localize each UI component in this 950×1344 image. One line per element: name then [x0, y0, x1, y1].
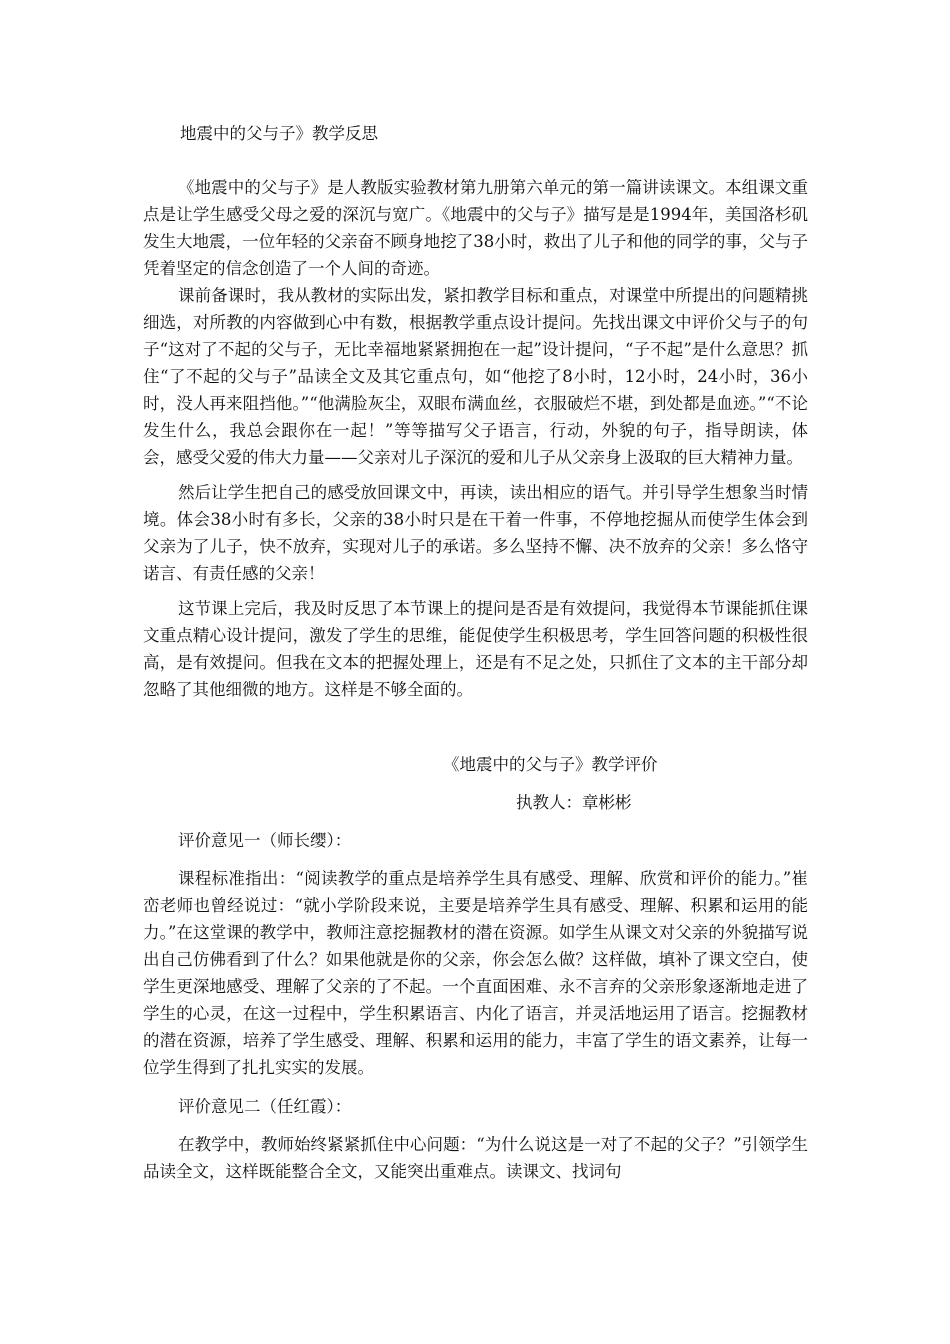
opinion-2-text: 在教学中，教师始终紧紧抓住中心问题：“为什么说这是一对了不起的父子？”引领学生品读全文，这样既能整合全文，又能突出重难点。读课文、找词句: [143, 1135, 808, 1181]
reflection-paragraph-2: 课前备课时，我从教材的实际出发，紧扣教学目标和重点，对课堂中所提出的问题精挑细选，对所教的内容做到心中有数，根据教学重点设计提问。先找出课文中评价父与子的句子“这对了不起的父与子，无比幸福地紧紧拥抱在一起”设计提问，“子不起”是什么意思？抓住“了不起的父与子”品读全文及其它重点句，如“他挖了8小时，12小时，24小时，36小时，没人再来阻挡他。”“他满脸灰尘，双眼布满血丝，衣服破烂不堪，到处都是血迹。”“不论发生什么，我总会跟你在一起！”等等描写父子语言，行动，外貌的句子，指导朗读，体会，感受父爱的伟大力量——父亲对儿子深沉的爱和儿子从父亲身上汲取的巨大精神力量。: [143, 286, 808, 467]
opinion-1-text: 课程标准指出：“阅读教学的重点是培养学生具有感受、理解、欣赏和评价的能力。”崔峦老师也曾经说过：“就小学阶段来说，主要是培养学生具有感受、理解、积累和运用的能力。”在这堂课的教学中，教师注意挖掘教材的潜在资源。如学生从课文对父亲的外貌描写说出自己仿佛看到了什么？如果他就是你的父亲，你会怎么做？这样做，填补了课文空白，使学生更深地感受、理解了父亲的了不起。一个直面困难、永不言弃的父亲形象逐渐地走进了学生的心灵，在这一过程中，学生积累语言、内化了语言，并灵活地运用了语言。挖掘教材的潜在资源，培养了学生感受、理解、积累和运用的能力，丰富了学生的语文素养，让每一位学生得到了扎扎实实的发展。: [143, 869, 808, 1077]
document-content: [143, 122, 808, 1185]
opinion-1-heading: 评价意见一（师长缨）：: [178, 831, 352, 850]
reflection-paragraph-4: 这节课上完后，我及时反思了本节课上的提问是否是有效提问，我觉得本节课能抓住课文重点精心设计提问，激发了学生的思维，能促使学生积极思考，学生回答问题的积极性很高，是有效提问。但我在文本的把握处理上，还是有不足之处，只抓住了文本的主干部分却忽略了其他细微的地方。这样是不够全面的。: [143, 599, 808, 699]
evaluation-title: 《地震中的父与子》教学评价: [443, 755, 658, 774]
opinion-2-heading: 评价意见二（任红霞）：: [178, 1097, 352, 1116]
reflection-title: 地震中的父与子》教学反思: [180, 124, 378, 143]
reflection-paragraph-1: 《地震中的父与子》是人教版实验教材第九册第六单元的第一篇讲读课文。本组课文重点是让学生感受父母之爱的深沉与宽广。《地震中的父与子》描写是是1994年，美国洛杉矶发生大地震，一位年轻的父亲奋不顾身地挖了38小时，救出了儿子和他的同学的事，父与子凭着坚定的信念创造了一个人间的奇迹。: [143, 178, 808, 278]
teacher-name: 执教人：章彬彬: [516, 793, 632, 812]
reflection-paragraph-3: 然后让学生把自己的感受放回课文中，再读，读出相应的语气。并引导学生想象当时情境。体会38小时有多长，父亲的38小时只是在干着一件事，不停地挖掘从而使学生体会到父亲为了儿子，快不放弃，实现对儿子的承诺。多么坚持不懈、决不放弃的父亲！多么恪守诺言、有责任感的父亲！: [143, 483, 808, 583]
